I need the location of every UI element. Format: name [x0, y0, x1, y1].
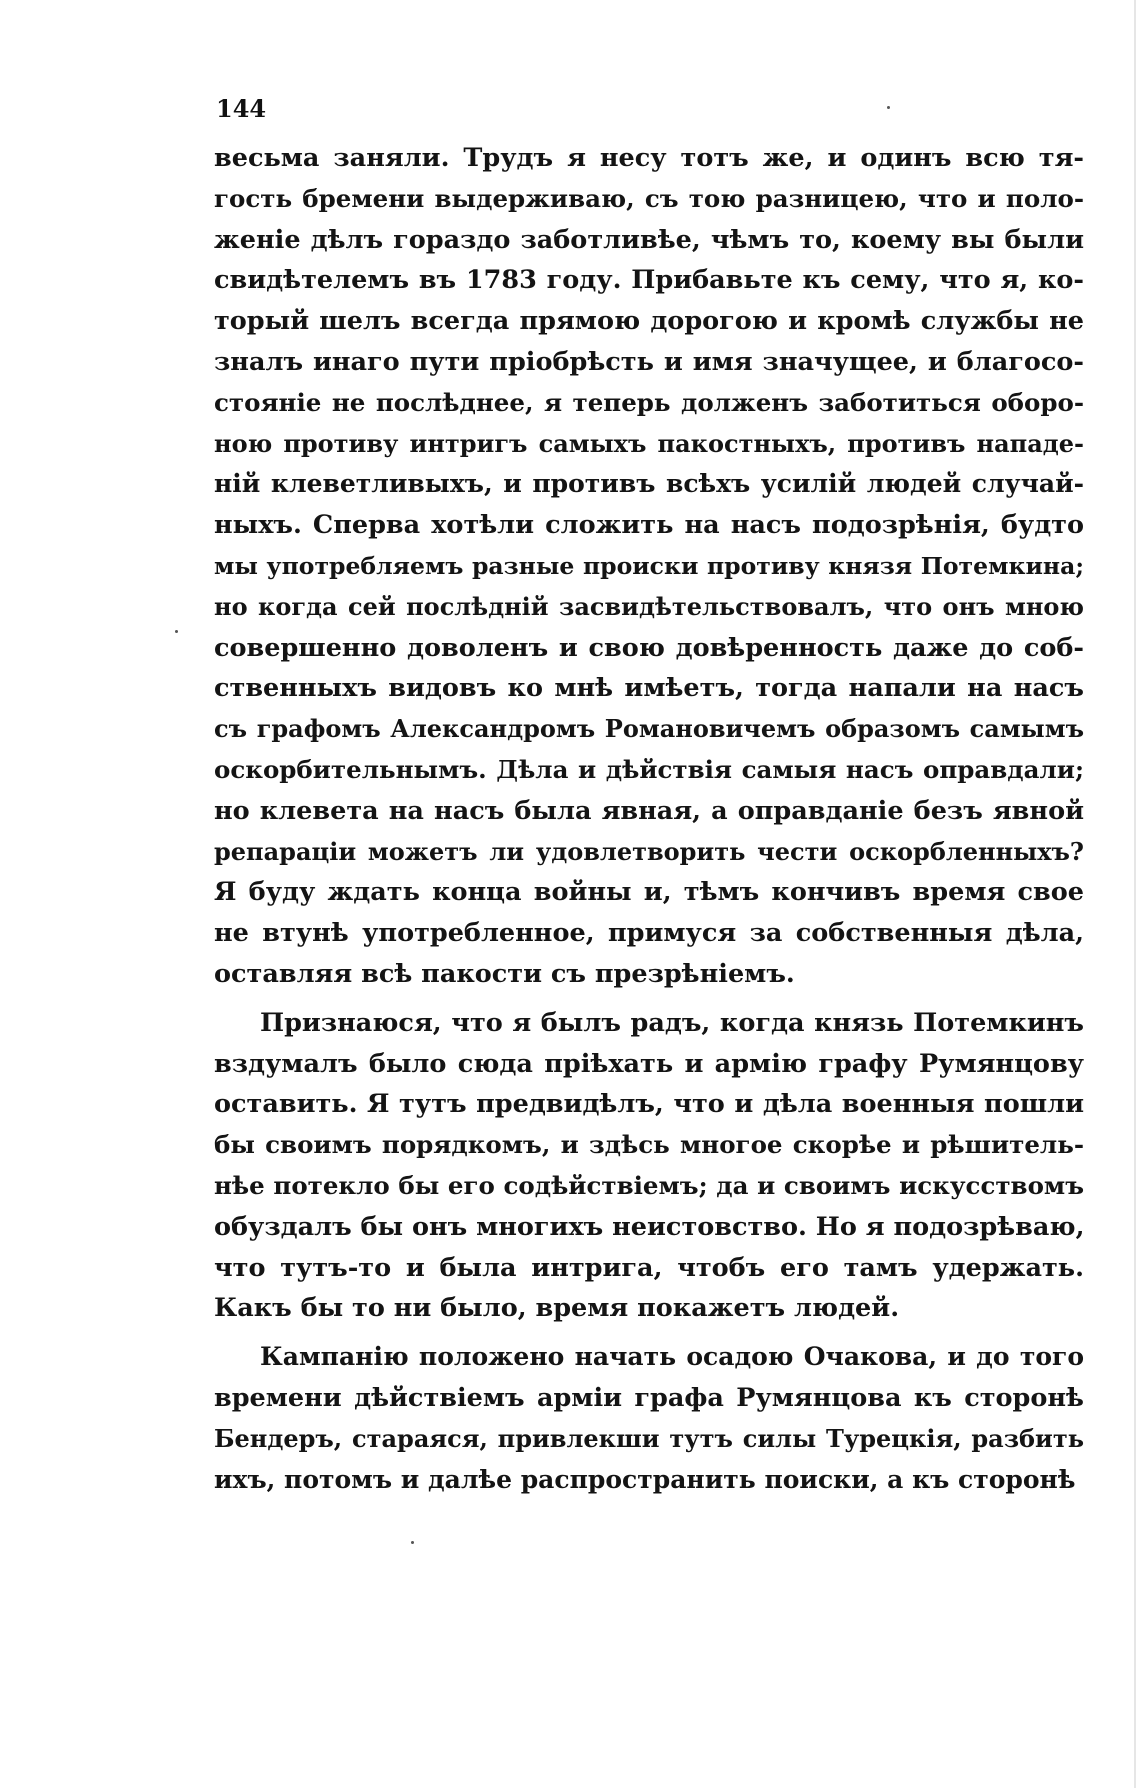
body-text	[214, 138, 1084, 1500]
text-line: свидѣтелемъ въ 1783 году. Прибавьте къ сему, что я, ко-	[214, 265, 1084, 296]
text-line: нѣе потекло бы его содѣйствіемъ; да и своимъ искусствомъ	[214, 1170, 1084, 1200]
paragraph-gap	[214, 995, 1084, 1003]
paragraph	[214, 138, 1084, 995]
text-line: оставить. Я тутъ предвидѣлъ, что и дѣла военныя пошли	[214, 1089, 1084, 1120]
text-line: оставляя всѣ пакости съ презрѣніемъ.	[214, 958, 795, 989]
text-line: ною противу интригъ самыхъ пакостныхъ, противъ нападе-	[214, 428, 1084, 458]
text-line: гость бремени выдерживаю, съ тою разницею, что и поло-	[214, 183, 1084, 213]
text-line: не втунѣ употребленное, примуся за собственныя дѣла,	[214, 918, 1084, 949]
text-line: Признаюся, что я былъ радъ, когда князь Потемкинъ	[260, 1007, 1084, 1038]
page-edge-shadow	[1134, 0, 1136, 1788]
text-line: бы своимъ порядкомъ, и здѣсь многое скорѣе и рѣшитель-	[214, 1130, 1084, 1160]
paragraph	[214, 1003, 1084, 1329]
text-line: весьма заняли. Трудъ я несу тотъ же, и одинъ всю тя-	[214, 143, 1084, 173]
text-line: ственныхъ видовъ ко мнѣ имѣетъ, тогда напали на насъ	[214, 673, 1084, 704]
text-line: стояніе не послѣднее, я теперь долженъ заботиться оборо-	[214, 387, 1084, 417]
print-speck	[411, 1541, 414, 1544]
text-line: но клевета на насъ была явная, а оправданіе безъ явной	[214, 795, 1084, 826]
text-line: ній клеветливыхъ, и противъ всѣхъ усилій людей случай-	[214, 469, 1084, 499]
text-line: Бендеръ, стараяся, привлекши тутъ силы Турецкія, разбить	[214, 1423, 1084, 1453]
text-line: вздумалъ было сюда пріѣхать и армію графу Румянцову	[214, 1048, 1084, 1079]
text-line: Я буду ждать конца войны и, тѣмъ кончивъ время свое	[214, 877, 1084, 908]
text-line: что тутъ-то и была интрига, чтобъ его тамъ удержать.	[214, 1252, 1084, 1283]
text-line: ныхъ. Сперва хотѣли сложить на насъ подозрѣнія, будто	[214, 510, 1084, 541]
text-line: съ графомъ Александромъ Романовичемъ образомъ самымъ	[214, 714, 1084, 744]
text-line: оскорбительнымъ. Дѣла и дѣйствія самыя насъ оправдали;	[214, 754, 1084, 784]
text-line: мы употребляемъ разные происки противу князя Потемкина;	[214, 551, 1084, 580]
print-speck	[887, 106, 890, 109]
text-line: репараціи можетъ ли удовлетворить чести оскорбленныхъ?	[214, 836, 1084, 866]
page-number: 144	[216, 94, 267, 123]
text-line: ихъ, потомъ и далѣе распространить поиски, а къ сторонѣ	[214, 1464, 1076, 1494]
text-line: торый шелъ всегда прямою дорогою и кромѣ службы не	[214, 306, 1084, 337]
text-line: Какъ бы то ни было, время покажетъ людей.	[214, 1293, 900, 1324]
text-line: совершенно доволенъ и свою довѣренность даже до соб-	[214, 632, 1084, 663]
text-line: обуздалъ бы онъ многихъ неистовство. Но я подозрѣваю,	[214, 1211, 1085, 1242]
print-speck	[175, 630, 178, 633]
text-line: времени дѣйствіемъ арміи графа Румянцова къ сторонѣ	[214, 1382, 1084, 1413]
text-line: женіе дѣлъ гораздо заботливѣе, чѣмъ то, коему вы были	[214, 224, 1084, 255]
paragraph	[214, 1337, 1084, 1500]
paragraph-gap	[214, 1329, 1084, 1337]
text-line: но когда сей послѣдній засвидѣтельствовалъ, что онъ мною	[214, 591, 1084, 621]
text-line: Кампанію положено начать осадою Очакова, и до того	[260, 1342, 1084, 1372]
text-line: зналъ инаго пути пріобрѣсть и имя значущее, и благосо-	[214, 346, 1084, 377]
